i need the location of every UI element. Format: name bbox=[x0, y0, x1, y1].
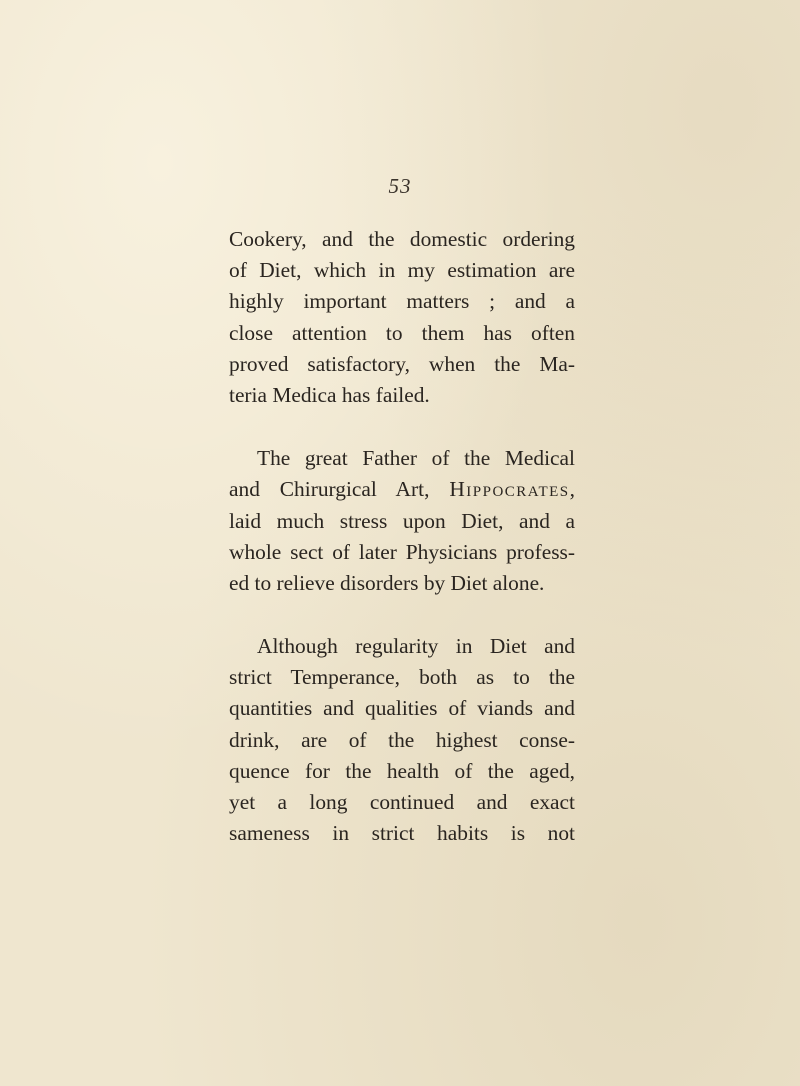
paragraph-spacer bbox=[229, 599, 575, 631]
text-line: drink, are of the highest conse- bbox=[229, 727, 575, 752]
text-line: yet a long continued and exact bbox=[229, 790, 575, 814]
author-name: Hippocrates bbox=[449, 477, 570, 502]
text-line: laid much stress upon Diet, and a bbox=[229, 508, 575, 533]
text-line: Although regularity in Diet and bbox=[257, 634, 575, 659]
text-line: quence for the health of the aged, bbox=[229, 758, 575, 783]
text-line: quantities and qualities of viands and bbox=[229, 696, 575, 721]
text-line: Cookery, and the domestic ordering bbox=[229, 227, 575, 251]
text-line: highly important matters ; and a bbox=[229, 289, 575, 314]
text-run: , bbox=[569, 477, 575, 502]
body-text bbox=[229, 224, 575, 849]
text-line: sameness in strict habits is not bbox=[229, 821, 575, 846]
text-line: proved satisfactory, when the Ma- bbox=[229, 351, 575, 376]
page-number: 53 bbox=[388, 174, 412, 198]
text-line: The great Father of the Medical bbox=[257, 446, 575, 471]
text-line: of Diet, which in my estimation are bbox=[229, 258, 575, 283]
text-line: ed to relieve disorders by Diet alone. bbox=[229, 570, 545, 595]
text-run: and Chirurgical Art, bbox=[229, 477, 450, 502]
text-line: whole sect of later Physicians profess- bbox=[229, 539, 575, 564]
text-line: teria Medica has failed. bbox=[229, 382, 430, 407]
paragraph-3 bbox=[229, 631, 575, 849]
paragraph-2 bbox=[229, 443, 575, 599]
paragraph-1 bbox=[229, 224, 575, 411]
text-line: close attention to them has often bbox=[229, 320, 575, 345]
text-line-with-name bbox=[229, 474, 575, 505]
text-line: strict Temperance, both as to the bbox=[229, 665, 575, 690]
paragraph-spacer bbox=[229, 411, 575, 443]
